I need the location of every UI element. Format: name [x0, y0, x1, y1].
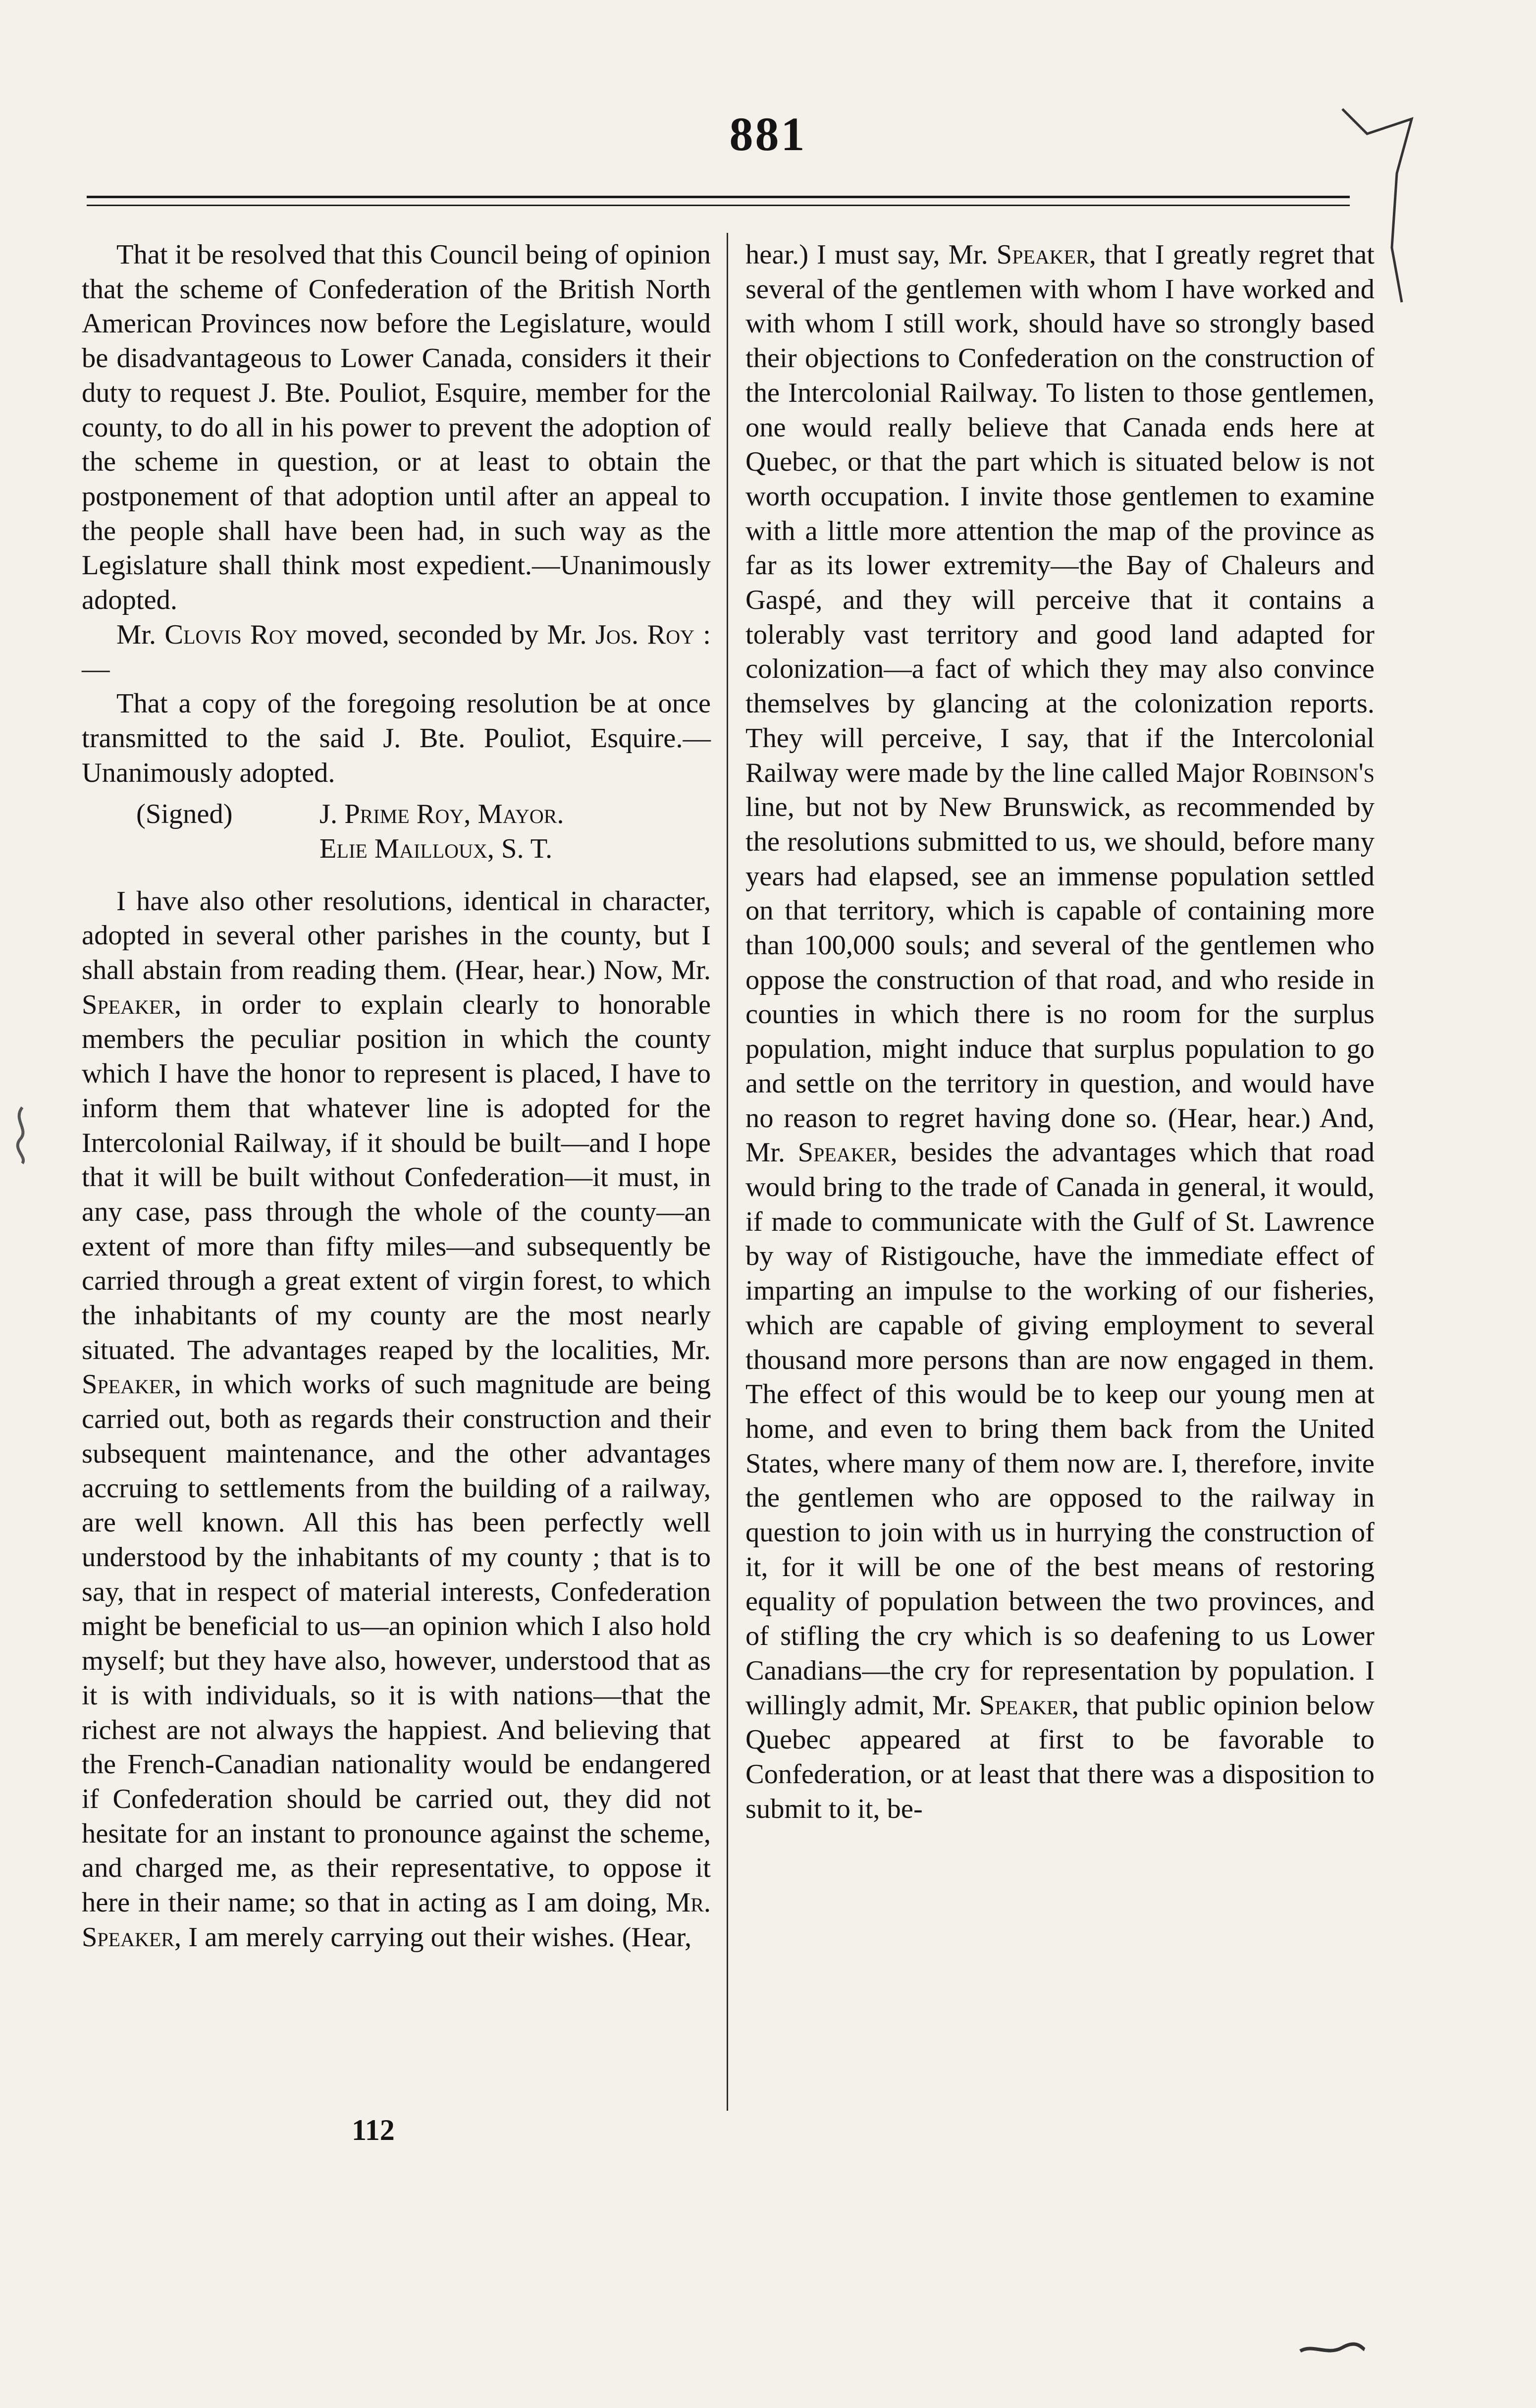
speech-paragraph-right: hear.) I must say, Mr. Speaker, that I greatly regret that several of the gentlemen with whom I have worked and with whom I still work, should have so strongly based their objections to Confederation on the construction of the Intercolonial Railway. To listen to those gentlemen, one would really believe that Canada ends here at Quebec, or that the part which is situated below is not worth occupation. I invite those gentlemen to examine with a little more attention the map of the province as far as its lower extremity—the Bay of Chaleurs and Gaspé, and they will perceive that it contains a tolerably vast territory and good land adapted for colonization—a fact of which they may also convince themselves by glancing at the colonization reports. They will perceive, I say, that if the Intercolonial Railway were made by the line called Major Robinson's line, but not by New Brunswick, as recommended by the resolutions submitted to us, we should, before many years had elapsed, see an immense population settled on that territory, which is capable of containing more than 100,000 souls; and several of the gentlemen who oppose the construction of that road, and who reside in counties in which there is no room for the surplus population, might induce that surplus population to go and settle on the territory in question, and would have no reason to regret having done so. (Hear, hear.) And, Mr. Speaker, besides the advantages which that road would bring to the trade of Canada in general, it would, if made to communicate with the Gulf of St. Lawrence by way of Ristigouche, have the immediate effect of imparting an impulse to the working of our fisheries, which are capable of giving employment to several thousand more persons than are now engaged in them. The effect of this would be to keep our young men at home, and even to bring them back from the United States, where many of them now are. I, therefore, invite the gentlemen who are opposed to the railway in question to join with us in hurrying the construction of it, for it will be one of the best means of restoring equality of population between the two provinces, and of stifling the cry which is so deafening to us Lower Canadians—the cry for representation by population. I willingly admit, Mr. Speaker, that public opinion below Quebec appeared at first to be favorable to Confederation, or at least that there was a disposition to submit to it, be- [745, 239, 1375, 1824]
signature-mark: 112 [352, 2114, 395, 2146]
second-resolution: That a copy of the foregoing resolution be at once transmitted to the said J. Bte. Pouliot, Esquire.—Unanimously adopted. [82, 688, 711, 788]
column-divider [727, 233, 728, 2111]
signed-label: (Signed) [136, 799, 233, 830]
mover-name: Clovis Roy [164, 619, 298, 650]
margin-blot-left [7, 1105, 37, 1164]
bottom-smudge [1298, 2339, 1367, 2358]
speech-paragraph-left: I have also other resolutions, identical in character, adopted in several other parishes in the county, but I shall abstain from reading them. (Hear, hear.) Now, Mr. Speaker, in order to explain clearly to honorable members the peculiar position in which the county which I have the honor to represent is placed, I have to inform them that whatever line is adopted for the Intercolonial Railway, if it should be built—and I hope that it will be built without Confederation—it must, in any case, pass through the whole of the county—an extent of more than fifty miles—and subsequently be carried through a great extent of virgin forest, to which the inhabitants of my county are the most nearly situated. The advantages reaped by the localities, Mr. Speaker, in which works of such magnitude are being carried out, both as regards their construction and their subsequent maintenance, and the other advantages accruing to settlements from the building of a railway, are well known. All this has been perfectly well understood by the inhabitants of my county ; that is to say, that in respect of material interests, Confederation might be beneficial to us—an opinion which I also hold myself; but they have also, however, understood that as it is with individuals, so it is with nations—that the richest are not always the happiest. And believing that the French-Canadian nationality would be endangered if Confederation should be carried out, they did not hesitate for an instant to pronounce against the scheme, and charged me, as their representative, to oppose it here in their name; so that in acting as I am doing, Mr. Speaker, I am merely carrying out their wishes. (Hear, [82, 885, 711, 1953]
right-column [745, 238, 1375, 1826]
signatory-secretary: Elie Mailloux, S. T. [319, 833, 553, 864]
signatory-mayor: J. Prime Roy, Mayor. [319, 799, 564, 830]
corner-pen-mark [1337, 99, 1461, 307]
seconder-name: Jos. Roy [595, 619, 694, 650]
council-resolution: That it be resolved that this Council being of opinion that the scheme of Confederation of the British North American Provinces now before the Legislature, would be disadvantageous to Lower Canada, considers it their duty to request J. Bte. Pouliot, Esquire, member for the county, to do all in his power to prevent the adoption of the scheme in question, or at least to obtain the postponement of that adoption until after an appeal to the people shall have been had, in such way as the Legislature shall think most expedient.—Unanimously adopted. [82, 239, 711, 616]
header-rule-thin [87, 205, 1350, 206]
page-number: 881 [729, 108, 807, 161]
signature-block [82, 797, 711, 866]
header-rule-thick [87, 196, 1350, 198]
left-column [82, 238, 711, 1955]
motion-line: Mr. Clovis Roy moved, seconded by Mr. Jos. Roy :— [82, 619, 711, 685]
